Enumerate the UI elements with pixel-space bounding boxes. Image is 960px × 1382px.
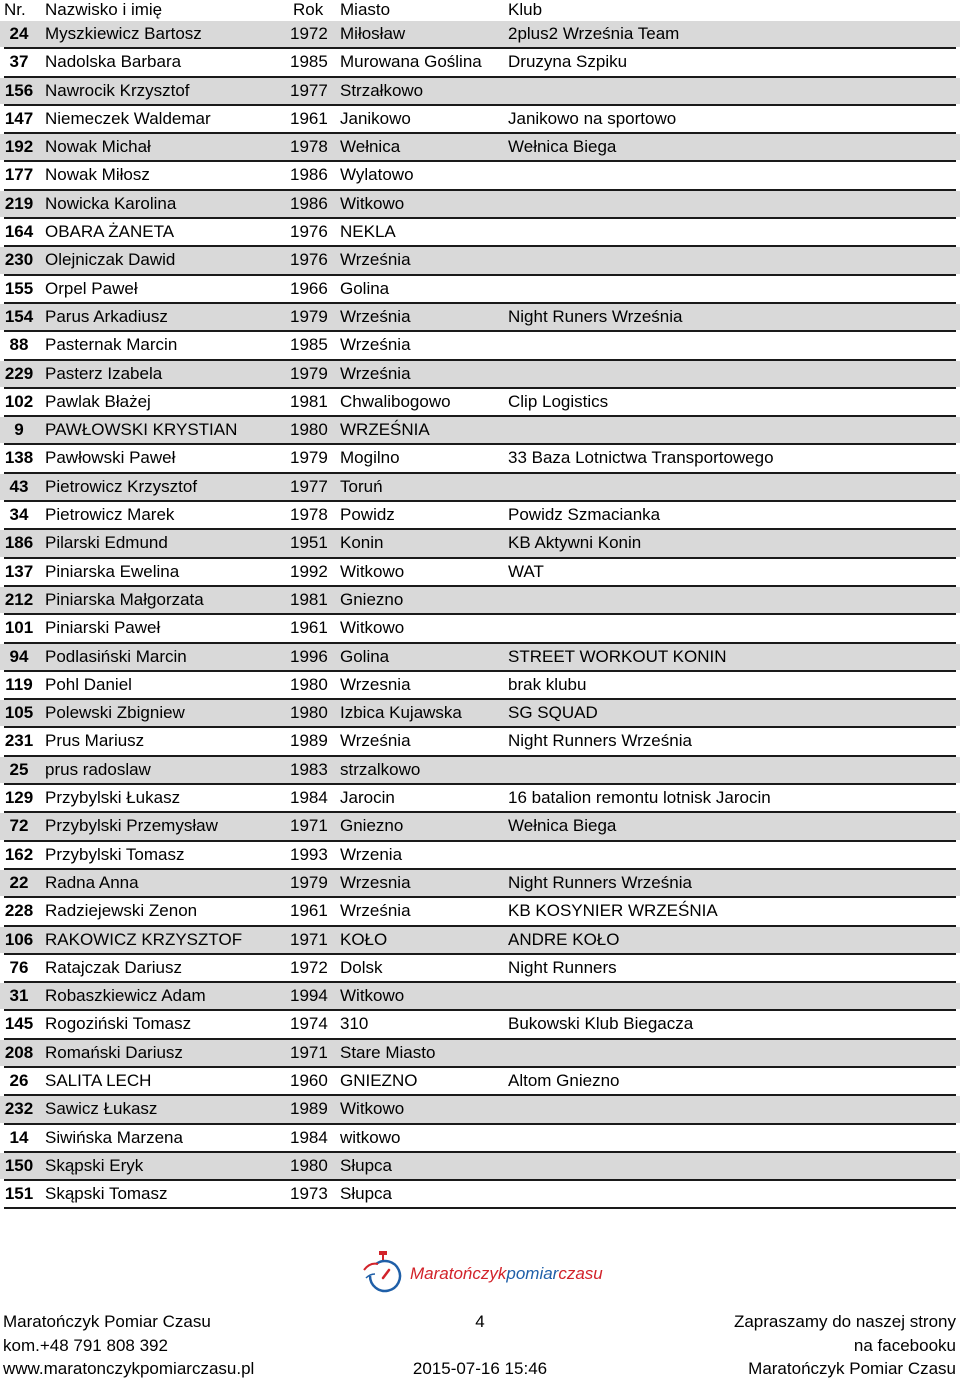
cell-city: Gniezno <box>340 816 404 836</box>
cell-city: Mogilno <box>340 448 400 468</box>
cell-city: Września <box>340 901 411 921</box>
table-row <box>0 219 960 245</box>
cell-name: Nowak Miłosz <box>45 165 150 185</box>
cell-year: 1978 <box>290 505 328 525</box>
cell-year: 1979 <box>290 872 328 892</box>
cell-city: Murowana Goślina <box>340 52 482 72</box>
cell-city: Września <box>340 250 411 270</box>
table-row <box>0 672 960 698</box>
cell-name: Pietrowicz Krzysztof <box>45 476 198 496</box>
cell-city: Witkowo <box>340 1099 405 1119</box>
cell-name: SALITA LECH <box>45 1070 152 1090</box>
cell-name: PAWŁOWSKI KRYSTIAN <box>45 420 238 440</box>
cell-year: 1978 <box>290 137 328 157</box>
cell-name: RAKOWICZ KRZYSZTOF <box>45 929 243 949</box>
cell-city: Września <box>340 335 411 355</box>
table-row <box>0 332 960 358</box>
cell-year: 1971 <box>290 929 328 949</box>
cell-year: 1976 <box>290 222 328 242</box>
table-header <box>0 0 960 20</box>
cell-year: 1971 <box>290 1042 328 1062</box>
page-number: 4 <box>475 1312 485 1331</box>
cell-year: 1994 <box>290 986 328 1006</box>
table-row <box>0 445 960 471</box>
cell-year: 1980 <box>290 703 328 723</box>
cell-city: Wylatowo <box>340 165 414 185</box>
cell-club: 33 Baza Lotnictwa Transportowego <box>508 448 774 468</box>
table-row <box>0 955 960 981</box>
footer-invite: Zapraszamy do naszej strony <box>733 1312 956 1331</box>
cell-city: WRZEŚNIA <box>340 420 430 440</box>
table-row <box>0 191 960 217</box>
cell-nr: 150 <box>4 1155 34 1175</box>
cell-name: Myszkiewicz Bartosz <box>45 24 202 43</box>
cell-year: 1980 <box>290 1155 328 1175</box>
cell-year: 1973 <box>290 1184 328 1204</box>
cell-name: Robaszkiewicz Adam <box>45 986 206 1006</box>
cell-city: Powidz <box>340 505 395 525</box>
table-row <box>0 983 960 1009</box>
cell-club: Night Runners Września <box>508 872 692 892</box>
table-row <box>0 1040 960 1066</box>
cell-nr: 129 <box>4 788 34 808</box>
table-row <box>0 502 960 528</box>
cell-name: Pasternak Marcin <box>45 335 178 355</box>
table-row <box>0 757 960 783</box>
cell-city: Miłosław <box>340 24 406 43</box>
cell-nr: 232 <box>4 1099 34 1119</box>
cell-year: 1972 <box>290 957 328 977</box>
cell-name: Nadolska Barbara <box>45 52 182 72</box>
cell-city: Golina <box>340 278 390 298</box>
cell-nr: 147 <box>4 108 34 128</box>
footer-datetime: 2015-07-16 15:46 <box>412 1359 548 1378</box>
cell-year: 1989 <box>290 731 328 751</box>
cell-nr: 31 <box>9 986 29 1006</box>
header-club: Klub <box>508 0 543 19</box>
cell-year: 1980 <box>290 420 328 440</box>
cell-city: Gniezno <box>340 589 404 609</box>
cell-city: Janikowo <box>340 108 411 128</box>
cell-club: Clip Logistics <box>508 391 609 411</box>
cell-club: Wełnica Biega <box>508 816 617 836</box>
table-row <box>0 927 960 953</box>
cell-name: OBARA ŻANETA <box>45 222 175 242</box>
cell-name: Podlasiński Marcin <box>45 646 187 666</box>
cell-year: 1961 <box>290 618 328 638</box>
cell-name: Piniarski Paweł <box>45 618 161 638</box>
cell-year: 1977 <box>290 476 328 496</box>
cell-club: Druzyna Szpiku <box>508 52 628 72</box>
footer-company: Maratończyk Pomiar Czasu <box>3 1312 211 1331</box>
table-row <box>0 389 960 415</box>
cell-nr: 43 <box>9 476 29 496</box>
cell-name: Pietrowicz Marek <box>45 505 175 525</box>
cell-nr: 164 <box>4 222 34 242</box>
cell-name: Romański Dariusz <box>45 1042 183 1062</box>
cell-name: Przybylski Tomasz <box>45 844 185 864</box>
logo-text-part2: pomiar <box>506 1264 559 1283</box>
cell-club: KB KOSYNIER WRZEŚNIA <box>508 901 718 921</box>
footer-facebook[interactable]: na facebooku <box>853 1336 956 1355</box>
cell-club: STREET WORKOUT KONIN <box>508 646 727 666</box>
table-row <box>0 842 960 868</box>
table-row <box>0 1181 960 1207</box>
table-row <box>0 728 960 754</box>
table-row <box>0 474 960 500</box>
cell-city: 310 <box>340 1014 369 1034</box>
table-row <box>0 1096 960 1122</box>
footer-website-link[interactable]: www.maratonczykpomiarczasu.pl <box>3 1359 255 1378</box>
cell-year: 1983 <box>290 759 328 779</box>
table-row <box>0 49 960 75</box>
cell-name: Ratajczak Dariusz <box>45 957 182 977</box>
table-row <box>0 1068 960 1094</box>
cell-city: Dolsk <box>340 957 383 977</box>
cell-nr: 37 <box>9 52 29 72</box>
cell-name: Pawlak Błażej <box>45 391 151 411</box>
cell-nr: 22 <box>9 872 29 892</box>
table-row <box>0 304 960 330</box>
table-row <box>0 785 960 811</box>
cell-nr: 230 <box>4 250 34 270</box>
cell-year: 1986 <box>290 193 328 213</box>
cell-nr: 94 <box>9 646 29 666</box>
cell-city: Witkowo <box>340 618 405 638</box>
table-row <box>0 898 960 924</box>
cell-nr: 105 <box>4 703 34 723</box>
cell-city: Chwalibogowo <box>340 391 451 411</box>
cell-year: 1979 <box>290 306 328 326</box>
cell-club: Night Runners Września <box>508 731 692 751</box>
cell-club: Bukowski Klub Biegacza <box>508 1014 694 1034</box>
cell-city: Witkowo <box>340 561 405 581</box>
cell-club: brak klubu <box>508 674 587 694</box>
cell-city: Wełnica <box>340 137 401 157</box>
table-row <box>0 530 960 556</box>
cell-name: Pasterz Izabela <box>45 363 163 383</box>
cell-name: Polewski Zbigniew <box>45 703 185 723</box>
cell-nr: 145 <box>4 1014 34 1034</box>
cell-city: Września <box>340 306 411 326</box>
cell-year: 1980 <box>290 674 328 694</box>
header-nr: Nr. <box>4 0 26 19</box>
table-row <box>0 361 960 387</box>
cell-year: 1979 <box>290 448 328 468</box>
cell-nr: 14 <box>9 1127 29 1147</box>
cell-nr: 231 <box>4 731 34 751</box>
table-row <box>0 1125 960 1151</box>
cell-name: Niemeczek Waldemar <box>45 108 211 128</box>
cell-name: Rogoziński Tomasz <box>45 1014 192 1034</box>
cell-year: 1984 <box>290 1127 328 1147</box>
table-row <box>0 276 960 302</box>
cell-nr: 138 <box>4 448 34 468</box>
cell-city: witkowo <box>340 1127 401 1147</box>
cell-club: Altom Gniezno <box>508 1070 620 1090</box>
cell-city: Wrzesnia <box>340 674 411 694</box>
cell-name: Sawicz Łukasz <box>45 1099 158 1119</box>
cell-nr: 88 <box>9 335 29 355</box>
table-row <box>0 1011 960 1037</box>
table-row <box>0 1153 960 1179</box>
cell-city: Słupca <box>340 1155 392 1175</box>
cell-year: 1981 <box>290 589 328 609</box>
cell-name: Przybylski Przemysław <box>45 816 218 836</box>
cell-city: Strzałkowo <box>340 80 424 100</box>
cell-name: Piniarska Małgorzata <box>45 589 204 609</box>
cell-city: KOŁO <box>340 929 388 949</box>
cell-name: Prus Mariusz <box>45 731 145 751</box>
cell-name: Nowicka Karolina <box>45 193 177 213</box>
cell-club: Wełnica Biega <box>508 137 617 157</box>
cell-year: 1960 <box>290 1070 328 1090</box>
cell-nr: 151 <box>4 1184 34 1204</box>
table-row <box>0 162 960 188</box>
cell-nr: 229 <box>4 363 34 383</box>
cell-name: Nawrocik Krzysztof <box>45 80 190 100</box>
cell-year: 1992 <box>290 561 328 581</box>
table-row <box>0 21 960 47</box>
cell-name: prus radoslaw <box>45 759 151 779</box>
cell-nr: 72 <box>9 816 29 836</box>
cell-club: Janikowo na sportowo <box>508 108 677 128</box>
results-table <box>0 21 960 1209</box>
cell-year: 1951 <box>290 533 328 553</box>
table-row <box>0 870 960 896</box>
cell-club: Powidz Szmacianka <box>508 505 661 525</box>
table-row <box>0 644 960 670</box>
cell-nr: 101 <box>4 618 34 638</box>
cell-nr: 34 <box>9 505 29 525</box>
cell-nr: 212 <box>4 589 34 609</box>
cell-nr: 102 <box>4 391 34 411</box>
stopwatch-icon <box>362 1248 408 1296</box>
cell-name: Siwińska Marzena <box>45 1127 183 1147</box>
header-year: Rok <box>293 0 324 19</box>
cell-year: 1961 <box>290 901 328 921</box>
cell-city: Toruń <box>340 476 383 496</box>
cell-year: 1974 <box>290 1014 328 1034</box>
logo-text-part3: czasu <box>558 1264 603 1283</box>
cell-nr: 26 <box>9 1070 29 1090</box>
cell-city: Jarocin <box>340 788 395 808</box>
brand-logo <box>362 1248 612 1298</box>
table-row <box>0 106 960 132</box>
cell-city: NEKLA <box>340 222 396 242</box>
cell-club: 16 batalion remontu lotnisk Jarocin <box>508 788 771 808</box>
cell-year: 1979 <box>290 363 328 383</box>
cell-name: Skąpski Eryk <box>45 1155 144 1175</box>
cell-city: Wrzesnia <box>340 872 411 892</box>
cell-year: 1993 <box>290 844 328 864</box>
cell-nr: 228 <box>4 901 34 921</box>
cell-city: Słupca <box>340 1184 392 1204</box>
footer-company-right: Maratończyk Pomiar Czasu <box>748 1359 956 1378</box>
logo-text-part1: Maratończyk <box>410 1264 507 1283</box>
table-row <box>0 559 960 585</box>
cell-city: Września <box>340 731 411 751</box>
cell-name: Radna Anna <box>45 872 139 892</box>
cell-year: 1996 <box>290 646 328 666</box>
cell-city: Golina <box>340 646 390 666</box>
cell-year: 1971 <box>290 816 328 836</box>
header-name: Nazwisko i imię <box>45 0 163 19</box>
cell-nr: 192 <box>4 137 34 157</box>
cell-name: Parus Arkadiusz <box>45 306 168 326</box>
cell-city: Izbica Kujawska <box>340 703 462 723</box>
cell-year: 1972 <box>290 24 328 43</box>
cell-nr: 155 <box>4 278 34 298</box>
cell-city: Września <box>340 363 411 383</box>
cell-club: KB Aktywni Konin <box>508 533 642 553</box>
cell-year: 1985 <box>290 52 328 72</box>
cell-city: Witkowo <box>340 986 405 1006</box>
cell-year: 1985 <box>290 335 328 355</box>
cell-nr: 9 <box>14 420 24 440</box>
header-city: Miasto <box>340 0 391 19</box>
footer-phone: kom.+48 791 808 392 <box>3 1336 168 1355</box>
cell-nr: 76 <box>9 957 29 977</box>
table-row <box>0 134 960 160</box>
cell-nr: 106 <box>4 929 34 949</box>
cell-nr: 24 <box>9 24 29 43</box>
cell-club: WAT <box>508 561 544 581</box>
cell-year: 1981 <box>290 391 328 411</box>
cell-city: Witkowo <box>340 193 405 213</box>
cell-name: Piniarska Ewelina <box>45 561 180 581</box>
cell-city: Stare Miasto <box>340 1042 436 1062</box>
cell-name: Przybylski Łukasz <box>45 788 181 808</box>
cell-name: Radziejewski Zenon <box>45 901 198 921</box>
cell-year: 1977 <box>290 80 328 100</box>
cell-year: 1966 <box>290 278 328 298</box>
cell-year: 1961 <box>290 108 328 128</box>
cell-nr: 154 <box>4 306 34 326</box>
table-row <box>0 813 960 839</box>
cell-name: Pohl Daniel <box>45 674 132 694</box>
cell-name: Pilarski Edmund <box>45 533 168 553</box>
cell-name: Nowak Michał <box>45 137 151 157</box>
cell-nr: 186 <box>4 533 34 553</box>
cell-club: SG SQUAD <box>508 703 598 723</box>
cell-year: 1986 <box>290 165 328 185</box>
table-row <box>0 587 960 613</box>
cell-club: 2plus2 Września Team <box>508 24 680 43</box>
cell-club: Night Runers Września <box>508 306 683 326</box>
cell-year: 1976 <box>290 250 328 270</box>
table-row <box>0 700 960 726</box>
logo-text <box>410 1264 603 1284</box>
cell-name: Skąpski Tomasz <box>45 1184 168 1204</box>
cell-city: GNIEZNO <box>340 1070 418 1090</box>
table-row <box>0 615 960 641</box>
cell-city: Wrzenia <box>340 844 403 864</box>
cell-year: 1989 <box>290 1099 328 1119</box>
cell-club: ANDRE KOŁO <box>508 929 620 949</box>
table-row <box>0 417 960 443</box>
cell-nr: 137 <box>4 561 34 581</box>
cell-name: Orpel Paweł <box>45 278 138 298</box>
cell-nr: 162 <box>4 844 34 864</box>
cell-nr: 208 <box>4 1042 34 1062</box>
cell-nr: 219 <box>4 193 34 213</box>
cell-name: Olejniczak Dawid <box>45 250 176 270</box>
cell-city: Konin <box>340 533 384 553</box>
table-row <box>0 247 960 273</box>
cell-nr: 25 <box>9 759 29 779</box>
cell-nr: 119 <box>5 674 33 694</box>
cell-club: Night Runners <box>508 957 617 977</box>
table-row <box>0 78 960 104</box>
cell-year: 1984 <box>290 788 328 808</box>
cell-city: strzalkowo <box>340 759 421 779</box>
cell-nr: 177 <box>4 165 34 185</box>
cell-name: Pawłowski Paweł <box>45 448 176 468</box>
cell-nr: 156 <box>4 80 34 100</box>
